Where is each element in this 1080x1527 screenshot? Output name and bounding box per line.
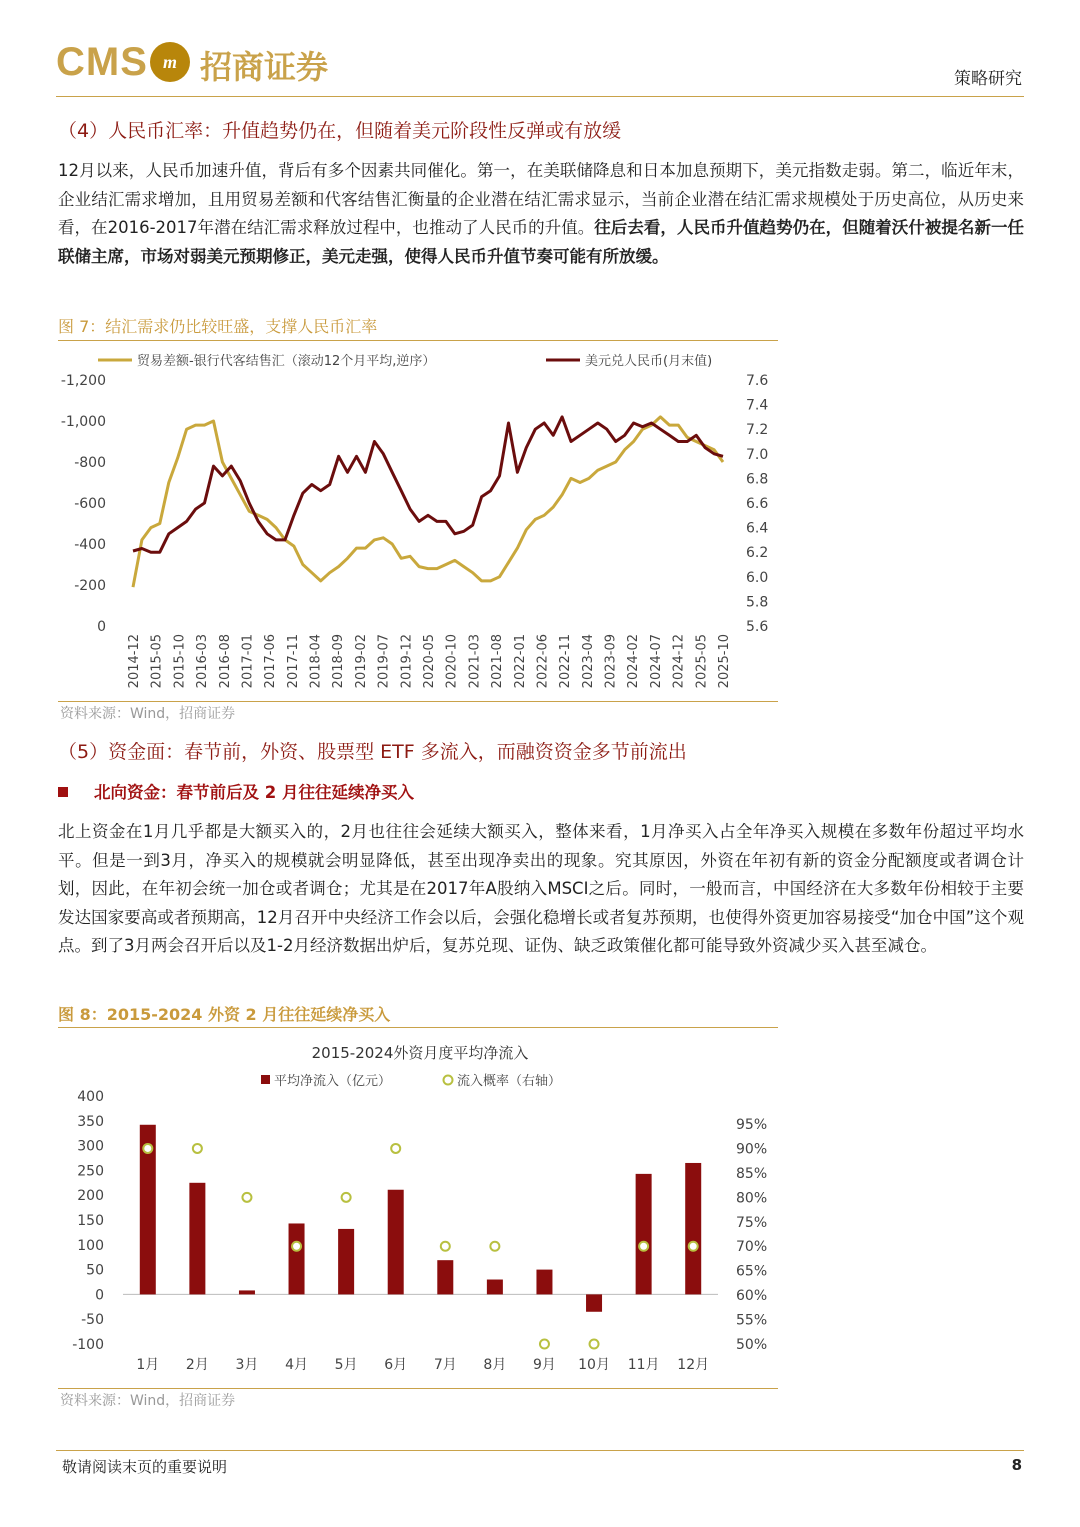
figure8-source: 资料来源：Wind，招商证券 [60,1393,236,1409]
logo-cn-text: 招商证券 [200,48,329,86]
x-axis-tick: 2020-10 [444,634,460,689]
bar-inflow [437,1260,453,1294]
left-axis-tick: -200 [74,578,106,594]
section5-paragraph: 北上资金在1月几乎都是大额买入的，2月也往往会延续大额买入，整体来看，1月净买入占全年净买入规模在多数年份超过平均水平。但是一到3月，净买入的规模就会明显降低，甚至出现净卖出的现象。究其原因，外资在年初有新的资金分配额度或者调仓计划，因此，在年初会统一加仓或者调仓；尤其是在2017年A股纳入MSCI之后。同时，一般而言，中国经济在大多数年份相较于主要发达国家要高或者预期高，12月召开中央经济工作会以后，会强化稳增长或者复苏预期，也使得外资更加容易接受“加仓中国”这个观点。到了3月两会召开后以及1-2月经济数据出炉后，复苏兑现、证伪、缺乏政策催化都可能导致外资减少买入甚至减仓。 [58,822,1024,955]
x-axis-tick: 2018-09 [331,634,347,689]
right-axis-tick: 60% [736,1288,768,1305]
point-probability [689,1242,698,1251]
right-axis-tick: 7.2 [746,422,769,439]
figure8-bottom-divider [58,1388,778,1389]
x-axis-tick: 12月 [677,1357,710,1373]
x-axis-tick: 4月 [285,1357,309,1373]
section4-text: 12月以来，人民币加速升值，背后有多个因素共同催化。第一，在美联储降息和日本加息预期下，美元指数走弱。第二，临近年末，企业结汇需求增加，且用贸易差额和代客结售汇衡量的企业潜在结汇需求显示，当前企业潜在结汇需求规模处于历史高位，从历史来看，在2016-2017年潜在结汇需求释放过程中，也推动了人民币的升值。 [58,161,1024,237]
left-axis-tick: 300 [77,1138,104,1155]
left-axis-tick: 0 [95,1287,104,1304]
bullet-square-icon [58,787,68,797]
section4-bold-text: 往后去看，人民币升值趋势仍在，但随着沃什被提名新一任联储主席，市场对弱美元预期修正，美元走强，使得人民币升值节奏可能有所放缓。 [58,218,1025,266]
left-axis-tick: 350 [77,1113,104,1130]
x-axis-tick: 2025-05 [694,634,710,689]
header-divider [56,96,1024,97]
left-axis-tick: 100 [77,1237,104,1254]
x-axis-tick: 2017-06 [263,634,279,689]
right-axis-tick: 75% [736,1214,768,1231]
left-axis-tick: 0 [97,619,106,635]
left-axis-tick: 250 [77,1163,104,1180]
bar-inflow [338,1229,354,1294]
left-axis-tick: -600 [74,496,106,512]
x-axis-tick: 2021-03 [467,634,483,689]
x-axis-tick: 2025-10 [717,634,732,689]
section5-title: （5）资金面：春节前，外资、股票型 ETF 多流入，而融资资金多节前流出 [58,741,687,763]
point-probability [242,1193,251,1202]
right-axis-tick: 6.8 [746,471,769,488]
section4-paragraph [58,157,1024,271]
point-probability [490,1242,499,1251]
left-axis-tick: 50 [86,1262,104,1279]
x-axis-tick: 2024-02 [626,634,642,689]
figure7-chart [58,342,778,700]
point-probability [292,1242,301,1251]
x-axis-tick: 2015-10 [172,634,188,689]
legend-label-fx: 美元兑人民币(月末值) [585,354,713,369]
series-line-fx [133,417,723,552]
x-axis-tick: 2019-12 [399,634,415,689]
left-axis-tick: 200 [77,1188,104,1205]
footer-divider [56,1450,1024,1451]
right-axis-tick: 95% [736,1117,768,1133]
left-axis-tick: -1,000 [60,414,106,430]
legend-label-inflow: 平均净流入（亿元） [274,1074,392,1089]
legend-marker-prob [444,1076,453,1085]
x-axis-tick: 7月 [433,1357,457,1373]
right-axis-tick: 55% [736,1312,768,1329]
bar-inflow [388,1190,404,1295]
x-axis-tick: 11月 [627,1357,660,1373]
right-axis-tick: 90% [736,1141,768,1158]
point-probability [193,1144,202,1153]
right-axis-tick: 85% [736,1165,768,1182]
right-axis-tick: 6.4 [746,520,769,537]
legend-label-prob: 流入概率（右轴） [457,1074,562,1089]
right-axis-tick: 6.6 [746,496,769,512]
point-probability [391,1144,400,1153]
x-axis-tick: 2014-12 [127,634,142,689]
figure8-top-divider [58,1027,778,1028]
left-axis-tick: 400 [77,1089,104,1105]
x-axis-tick: 2015-05 [149,634,165,689]
x-axis-tick: 2024-12 [671,634,687,689]
x-axis-tick: 2019-02 [353,634,369,689]
x-axis-tick: 2024-07 [648,634,664,689]
point-probability [540,1340,549,1349]
right-axis-tick: 7.6 [746,373,769,389]
legend-swatch-inflow [261,1075,270,1084]
point-probability [639,1242,648,1251]
x-axis-tick: 2019-07 [376,634,392,689]
bar-inflow [636,1174,652,1295]
x-axis-tick: 2017-11 [285,634,301,689]
series-line-trade [133,417,723,587]
left-axis-tick: -50 [81,1312,104,1329]
legend-label-trade: 贸易差额-银行代客结售汇（滚动12个月平均,逆序） [137,354,436,369]
bar-inflow [289,1223,305,1294]
right-axis-tick: 7.0 [746,446,769,463]
right-axis-tick: 7.4 [746,397,769,414]
x-axis-tick: 2021-08 [490,634,506,689]
figure7-source: 资料来源：Wind，招商证券 [60,706,236,722]
logo-badge-icon: m [150,42,190,82]
x-axis-tick: 8月 [483,1357,507,1373]
bar-inflow [189,1183,205,1295]
right-axis-tick: 6.2 [746,545,769,562]
x-axis-tick: 2016-08 [217,634,233,689]
logo-cms-text: CMS [56,40,148,84]
x-axis-tick: 6月 [384,1357,408,1373]
x-axis-tick: 2023-04 [580,634,596,689]
right-axis-tick: 6.0 [746,569,769,586]
x-axis-tick: 5月 [334,1357,358,1373]
figure7-bottom-divider [58,701,778,702]
chart8-title: 2015-2024外资月度平均净流入 [311,1044,529,1062]
x-axis-tick: 3月 [235,1357,259,1373]
right-axis-tick: 50% [736,1337,768,1353]
x-axis-tick: 2022-06 [535,634,551,689]
bar-inflow [586,1294,602,1311]
point-probability [342,1193,351,1202]
left-axis-tick: -400 [74,537,106,553]
bar-inflow [685,1163,701,1294]
x-axis-tick: 2023-09 [603,634,619,689]
right-axis-tick: 70% [736,1239,768,1256]
figure7-top-divider [58,340,778,341]
bar-inflow [239,1290,255,1294]
x-axis-tick: 9月 [532,1357,556,1373]
x-axis-tick: 2016-03 [195,634,211,689]
header-category: 策略研究 [954,69,1022,89]
figure8-title: 图 8：2015-2024 外资 2 月往往延续净买入 [58,1005,391,1024]
figure7-title: 图 7：结汇需求仍比较旺盛，支撑人民币汇率 [58,317,378,336]
bar-inflow [536,1270,552,1295]
section5-subtitle: 北向资金：春节前后及 2 月往往延续净买入 [94,783,414,802]
point-probability [441,1242,450,1251]
page-number: 8 [1011,1456,1022,1474]
right-axis-tick: 65% [736,1263,768,1280]
footer-note: 敬请阅读末页的重要说明 [62,1458,228,1476]
x-axis-tick: 2月 [185,1357,209,1373]
x-axis-tick: 10月 [578,1357,610,1373]
right-axis-tick: 5.8 [746,594,769,611]
x-axis-tick: 2018-04 [308,634,324,689]
point-probability [590,1340,599,1349]
left-axis-tick: -100 [72,1337,104,1353]
left-axis-tick: 150 [77,1213,104,1229]
point-probability [143,1144,152,1153]
section4-title: （4）人民币汇率：升值趋势仍在，但随着美元阶段性反弹或有放缓 [58,120,622,142]
left-axis-tick: -800 [74,455,106,471]
x-axis-tick: 2020-05 [422,634,437,689]
x-axis-tick: 2022-01 [512,634,528,689]
right-axis-tick: 5.6 [746,619,769,635]
bar-inflow [487,1280,503,1295]
right-axis-tick: 80% [736,1190,768,1207]
x-axis-tick: 1月 [136,1357,160,1373]
x-axis-tick: 2022-11 [558,634,574,689]
left-axis-tick: -1,200 [60,373,106,389]
figure8-chart [58,1030,778,1386]
x-axis-tick: 2017-01 [240,634,256,689]
